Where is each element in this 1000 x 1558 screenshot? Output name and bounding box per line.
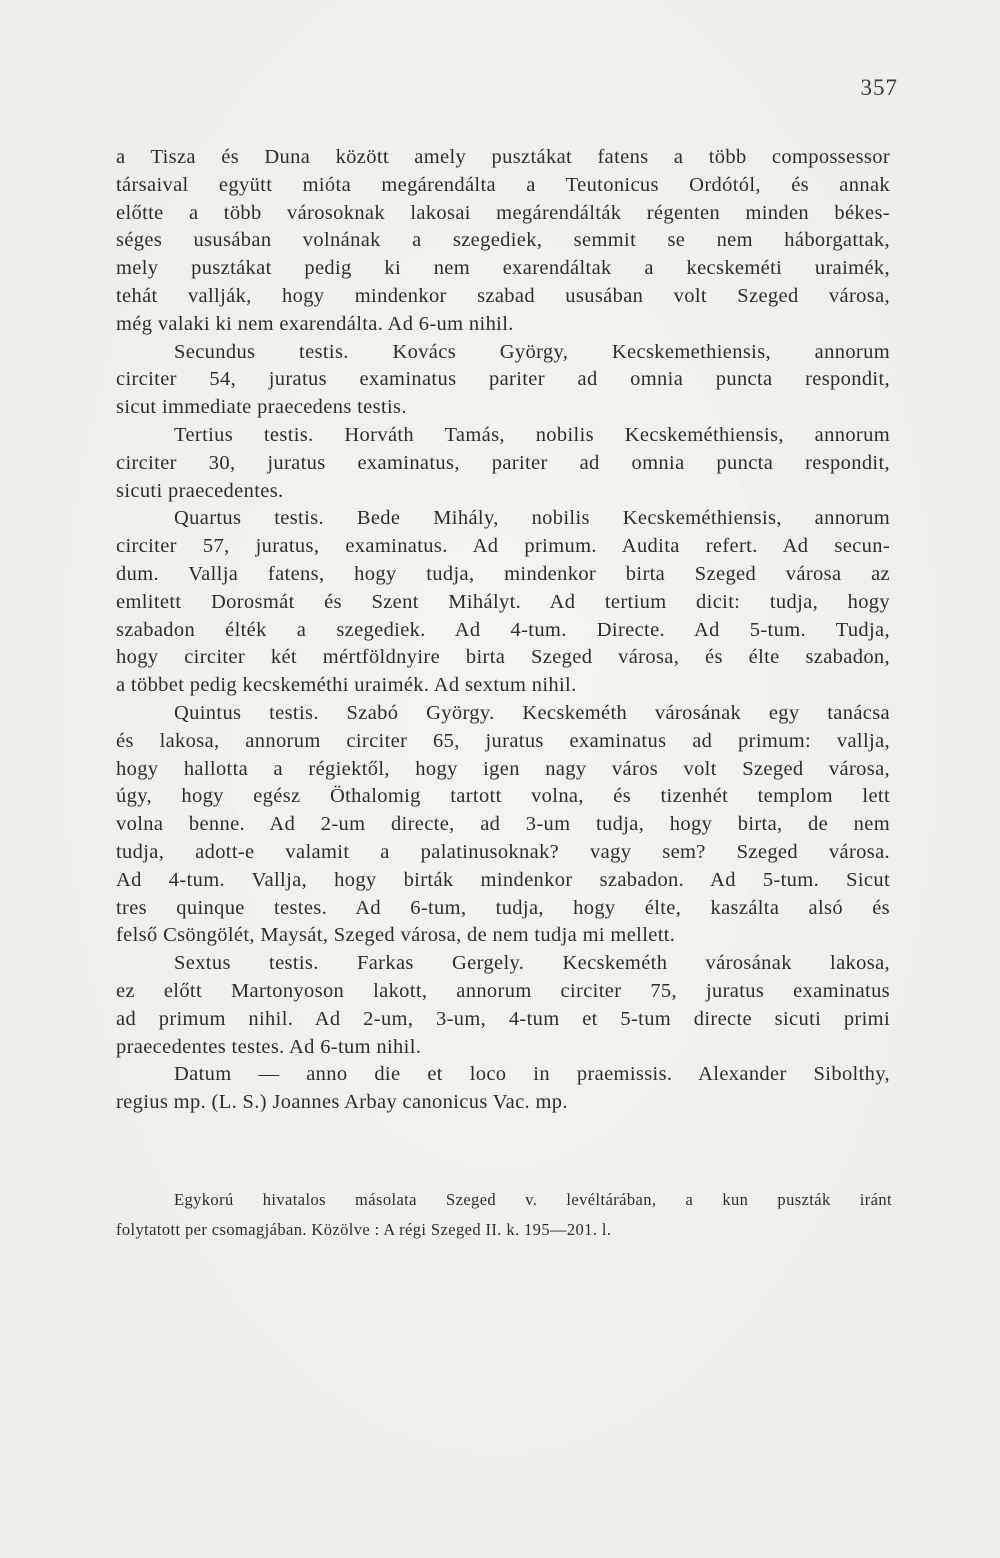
body-text <box>116 144 890 1117</box>
text-line: Sextus testis. Farkas Gergely. Kecskeméth városának lakosa, <box>174 952 890 975</box>
text-line: praecedentes testes. Ad 6-tum nihil. <box>116 1035 422 1058</box>
text-line: Ad 4-tum. Vallja, hogy birták mindenkor szabadon. Ad 5-tum. Sicut <box>116 868 890 891</box>
text-line: Quintus testis. Szabó György. Kecskeméth városának egy tanácsa <box>174 701 890 724</box>
text-line: emlitett Dorosmát és Szent Mihályt. Ad tertium dicit: tudja, hogy <box>116 590 890 613</box>
text-line: Secundus testis. Kovács György, Kecskemethiensis, annorum <box>174 340 890 363</box>
text-line: sicut immediate praecedens testis. <box>116 396 407 419</box>
text-line: hogy circiter két mértföldnyire birta Szeged városa, és élte szabadon, <box>116 646 890 669</box>
text-line: tres quinque testes. Ad 6-tum, tudja, hogy élte, kaszálta alsó és <box>116 896 890 919</box>
text-line: még valaki ki nem exarendálta. Ad 6-um nihil. <box>116 312 514 335</box>
text-line: felső Csöngölét, Maysát, Szeged városa, de nem tudja mi mellett. <box>116 924 676 947</box>
text-line: tudja, adott-e valamit a palatinusoknak? vagy sem? Szeged városa. <box>116 840 890 863</box>
text-line: úgy, hogy egész Öthalomig tartott volna, és tizenhét templom lett <box>116 785 890 808</box>
text-line: és lakosa, annorum circiter 65, juratus examinatus ad primum: vallja, <box>116 729 890 752</box>
text-line: hogy hallotta a régiektől, hogy igen nagy város volt Szeged városa, <box>116 757 890 780</box>
text-line: volna benne. Ad 2-um directe, ad 3-um tudja, hogy birta, de nem <box>116 813 890 836</box>
source-note <box>116 1185 892 1245</box>
text-line: ad primum nihil. Ad 2-um, 3-um, 4-tum et 5-tum directe sicuti primi <box>116 1007 890 1030</box>
text-line: mely pusztákat pedig ki nem exarendáltak a kecskeméti uraimék, <box>116 257 890 280</box>
text-line: dum. Vallja fatens, hogy tudja, mindenkor birta Szeged városa az <box>116 562 890 585</box>
text-line: előtte a több városoknak lakosai megárendálták régenten minden békes- <box>116 201 890 224</box>
text-line: Tertius testis. Horváth Tamás, nobilis Kecskeméthiensis, annorum <box>174 423 890 446</box>
text-line: Datum — anno die et loco in praemissis. Alexander Sibolthy, <box>174 1063 890 1086</box>
text-line: szabadon élték a szegediek. Ad 4-tum. Directe. Ad 5-tum. Tudja, <box>116 618 890 641</box>
source-note-line: folytatott per csomagjában. Közölve : A régi Szeged II. k. 195—201. l. <box>116 1220 612 1239</box>
text-line: társaival együtt mióta megárendálta a Teutonicus Ordótól, és annak <box>116 173 890 196</box>
text-line: sicuti praecedentes. <box>116 479 284 502</box>
text-line: séges ususában volnának a szegediek, semmit se nem háborgattak, <box>116 229 890 252</box>
text-line: regius mp. (L. S.) Joannes Arbay canonicus Vac. mp. <box>116 1091 568 1114</box>
text-line: circiter 30, juratus examinatus, pariter ad omnia puncta respondit, <box>116 451 890 474</box>
text-line: circiter 57, juratus, examinatus. Ad primum. Audita refert. Ad secun- <box>116 535 890 558</box>
text-line: ez előtt Martonyoson lakott, annorum circiter 75, juratus examinatus <box>116 979 890 1002</box>
text-line: a többet pedig kecskeméthi uraimék. Ad sextum nihil. <box>116 674 577 697</box>
page-number: 357 <box>860 75 898 100</box>
text-line: Quartus testis. Bede Mihály, nobilis Kecskeméthiensis, annorum <box>174 507 890 530</box>
source-note-line: Egykorú hivatalos másolata Szeged v. levéltárában, a kun puszták iránt <box>174 1190 892 1209</box>
text-line: circiter 54, juratus examinatus pariter ad omnia puncta respondit, <box>116 368 890 391</box>
text-line: tehát vallják, hogy mindenkor szabad ususában volt Szeged városa, <box>116 284 890 307</box>
text-line: a Tisza és Duna között amely pusztákat fatens a több compossessor <box>116 146 890 168</box>
